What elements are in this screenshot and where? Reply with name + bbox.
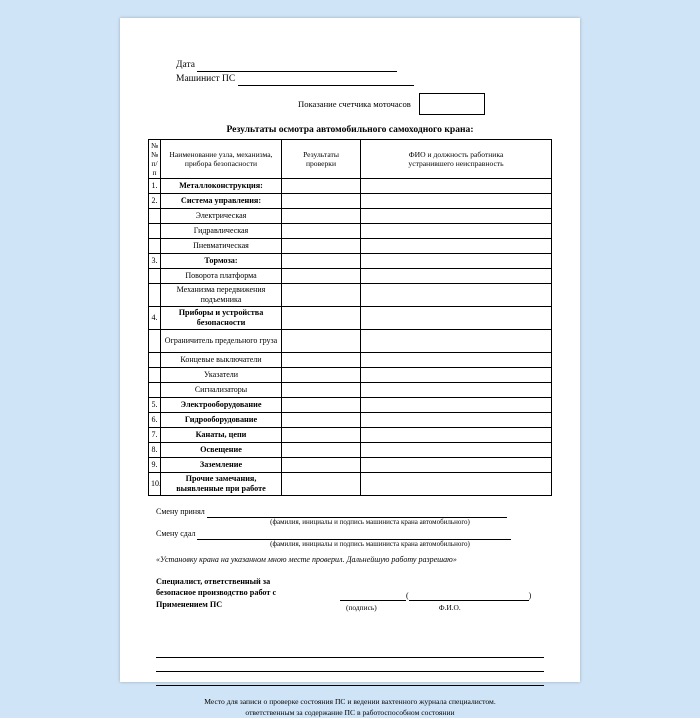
date-label: Дата [176, 60, 195, 70]
row-number: 9. [149, 458, 161, 473]
row-number [149, 368, 161, 383]
shift-handed-label: Смену сдал [156, 529, 196, 538]
table-row [149, 383, 552, 398]
row-item-name: Система управления: [161, 194, 282, 209]
row-number [149, 330, 161, 353]
shift-handed-note: (фамилия, инициалы и подпись машиниста крана автомобильного) [270, 539, 470, 548]
permission-text: «Установку крана на указанном мною месте проверил. Дальнейшую работу разрешаю» [156, 555, 457, 564]
table-row [149, 473, 552, 496]
row-result-cell[interactable] [282, 473, 361, 496]
row-number: 5. [149, 398, 161, 413]
bottom-note-line2: ответственным за содержание ПС в работоспособном состоянии [245, 708, 455, 717]
operator-label: Машинист ПС [176, 74, 236, 84]
col-header-number-line2: п/п [151, 159, 158, 177]
document-page [120, 18, 580, 717]
bottom-note-line1: Место для записи о проверке состояния ПС и ведении вахтенного журнала специалистом. [204, 697, 496, 706]
shift-accepted-label: Смену принял [156, 507, 205, 516]
meter-label: Показание счетчика моточасов [298, 99, 411, 109]
table-header-row [149, 140, 552, 179]
row-fio-cell[interactable] [361, 209, 552, 224]
fio-input[interactable] [409, 591, 529, 601]
col-header-fio [361, 140, 552, 179]
row-fio-cell[interactable] [361, 194, 552, 209]
col-header-result-line2: проверки [305, 159, 337, 168]
row-fio-cell[interactable] [361, 458, 552, 473]
row-number [149, 209, 161, 224]
meter-row [298, 93, 552, 115]
row-result-cell[interactable] [282, 383, 361, 398]
document-footer [148, 506, 552, 718]
row-item-name: Металлоконструкция: [161, 179, 282, 194]
row-result-cell[interactable] [282, 428, 361, 443]
table-body [149, 179, 552, 496]
row-fio-cell[interactable] [361, 443, 552, 458]
row-number: 2. [149, 194, 161, 209]
row-fio-cell[interactable] [361, 353, 552, 368]
blank-line-2[interactable] [156, 658, 544, 672]
shift-accepted-row [156, 506, 552, 518]
row-result-cell[interactable] [282, 209, 361, 224]
row-number [149, 383, 161, 398]
row-item-name: Тормоза: [161, 254, 282, 269]
row-item-name: Механизма передвижения подъемника [161, 284, 282, 307]
bottom-note [148, 696, 552, 718]
row-result-cell[interactable] [282, 224, 361, 239]
row-item-name: Электрооборудование [161, 398, 282, 413]
row-item-name: Пневматическая [161, 239, 282, 254]
row-result-cell[interactable] [282, 254, 361, 269]
row-number [149, 284, 161, 307]
row-fio-cell[interactable] [361, 383, 552, 398]
row-result-cell[interactable] [282, 330, 361, 353]
signature-input[interactable] [340, 591, 406, 601]
row-fio-cell[interactable] [361, 413, 552, 428]
table-row [149, 458, 552, 473]
row-item-name: Концевые выключатели [161, 353, 282, 368]
row-fio-cell[interactable] [361, 239, 552, 254]
row-result-cell[interactable] [282, 269, 361, 284]
date-input[interactable] [197, 62, 397, 72]
row-item-name: Гидрооборудование [161, 413, 282, 428]
responsible-line2: безопасное производство работ с [156, 588, 277, 597]
row-result-cell[interactable] [282, 398, 361, 413]
col-header-fio-line2: устранившего неисправность [408, 159, 504, 168]
row-number [149, 224, 161, 239]
row-fio-cell[interactable] [361, 224, 552, 239]
row-fio-cell[interactable] [361, 330, 552, 353]
table-row [149, 254, 552, 269]
fio-caption: Ф.И.О. [438, 603, 461, 612]
row-item-name: Приборы и устройства безопасности [161, 307, 282, 330]
blank-lines [156, 644, 544, 686]
row-number [149, 239, 161, 254]
table-row [149, 269, 552, 284]
date-row [176, 58, 552, 72]
row-fio-cell[interactable] [361, 284, 552, 307]
row-item-name: Указатели [161, 368, 282, 383]
row-fio-cell[interactable] [361, 254, 552, 269]
row-result-cell[interactable] [282, 194, 361, 209]
table-row [149, 368, 552, 383]
row-fio-cell[interactable] [361, 307, 552, 330]
operator-input[interactable] [238, 76, 414, 86]
row-item-name: Сигнализаторы [161, 383, 282, 398]
row-item-name: Электрическая [161, 209, 282, 224]
row-fio-cell[interactable] [361, 179, 552, 194]
row-result-cell[interactable] [282, 284, 361, 307]
signature-captions [340, 602, 550, 614]
signature-area [340, 590, 550, 614]
row-fio-cell[interactable] [361, 269, 552, 284]
meter-value-box[interactable] [419, 93, 485, 115]
inspection-table [148, 139, 552, 496]
row-fio-cell[interactable] [361, 368, 552, 383]
row-item-name: Канаты, цепи [161, 428, 282, 443]
row-number [149, 353, 161, 368]
row-result-cell[interactable] [282, 239, 361, 254]
row-result-cell[interactable] [282, 368, 361, 383]
row-fio-cell[interactable] [361, 428, 552, 443]
responsible-block [156, 576, 552, 611]
row-result-cell[interactable] [282, 353, 361, 368]
row-number [149, 269, 161, 284]
row-number: 8. [149, 443, 161, 458]
table-row [149, 330, 552, 353]
col-header-name: Наименование узла, механизма, прибора безопасности [161, 140, 282, 179]
page-title: Результаты осмотра автомобильного самоходного крана: [226, 124, 474, 135]
row-item-name: Ограничитель предельного груза [161, 330, 282, 353]
row-item-name: Прочие замечания, выявленные при работе [161, 473, 282, 496]
row-fio-cell[interactable] [361, 473, 552, 496]
row-result-cell[interactable] [282, 179, 361, 194]
row-number: 3. [149, 254, 161, 269]
row-item-name: Заземление [161, 458, 282, 473]
col-header-result-line1: Результаты [303, 150, 339, 159]
signature-rules: ( ) [340, 590, 550, 602]
table-row [149, 443, 552, 458]
table-row [149, 194, 552, 209]
row-item-name: Гидравлическая [161, 224, 282, 239]
table-row [149, 239, 552, 254]
shift-accepted-note: (фамилия, инициалы и подпись машиниста крана автомобильного) [270, 517, 470, 526]
table-row [149, 413, 552, 428]
row-fio-cell[interactable] [361, 398, 552, 413]
signature-caption: (подпись) [346, 603, 377, 612]
blank-line-1[interactable] [156, 644, 544, 658]
shift-handed-row [156, 528, 552, 540]
table-row [149, 307, 552, 330]
row-number: 4. [149, 307, 161, 330]
operator-row [176, 72, 552, 86]
row-item-name: Освещение [161, 443, 282, 458]
row-number: 1. [149, 179, 161, 194]
table-row [149, 398, 552, 413]
row-number: 7. [149, 428, 161, 443]
row-item-name: Поворота платформа [161, 269, 282, 284]
table-row [149, 224, 552, 239]
table-row [149, 209, 552, 224]
responsible-line3: Применением ПС [156, 599, 223, 609]
col-header-result [282, 140, 361, 179]
row-result-cell[interactable] [282, 307, 361, 330]
row-number: 10. [149, 473, 161, 496]
blank-line-3[interactable] [156, 672, 544, 686]
row-number: 6. [149, 413, 161, 428]
table-row [149, 353, 552, 368]
row-result-cell[interactable] [282, 458, 361, 473]
row-result-cell[interactable] [282, 413, 361, 428]
table-row [149, 428, 552, 443]
table-row [149, 179, 552, 194]
table-row [149, 284, 552, 307]
responsible-line1: Специалист, ответственный за [156, 576, 271, 586]
col-header-number-line1: №№ [151, 141, 159, 159]
col-header-fio-line1: ФИО и должность работника [408, 150, 504, 159]
document-body [148, 58, 552, 718]
col-header-number [149, 140, 161, 179]
row-result-cell[interactable] [282, 443, 361, 458]
